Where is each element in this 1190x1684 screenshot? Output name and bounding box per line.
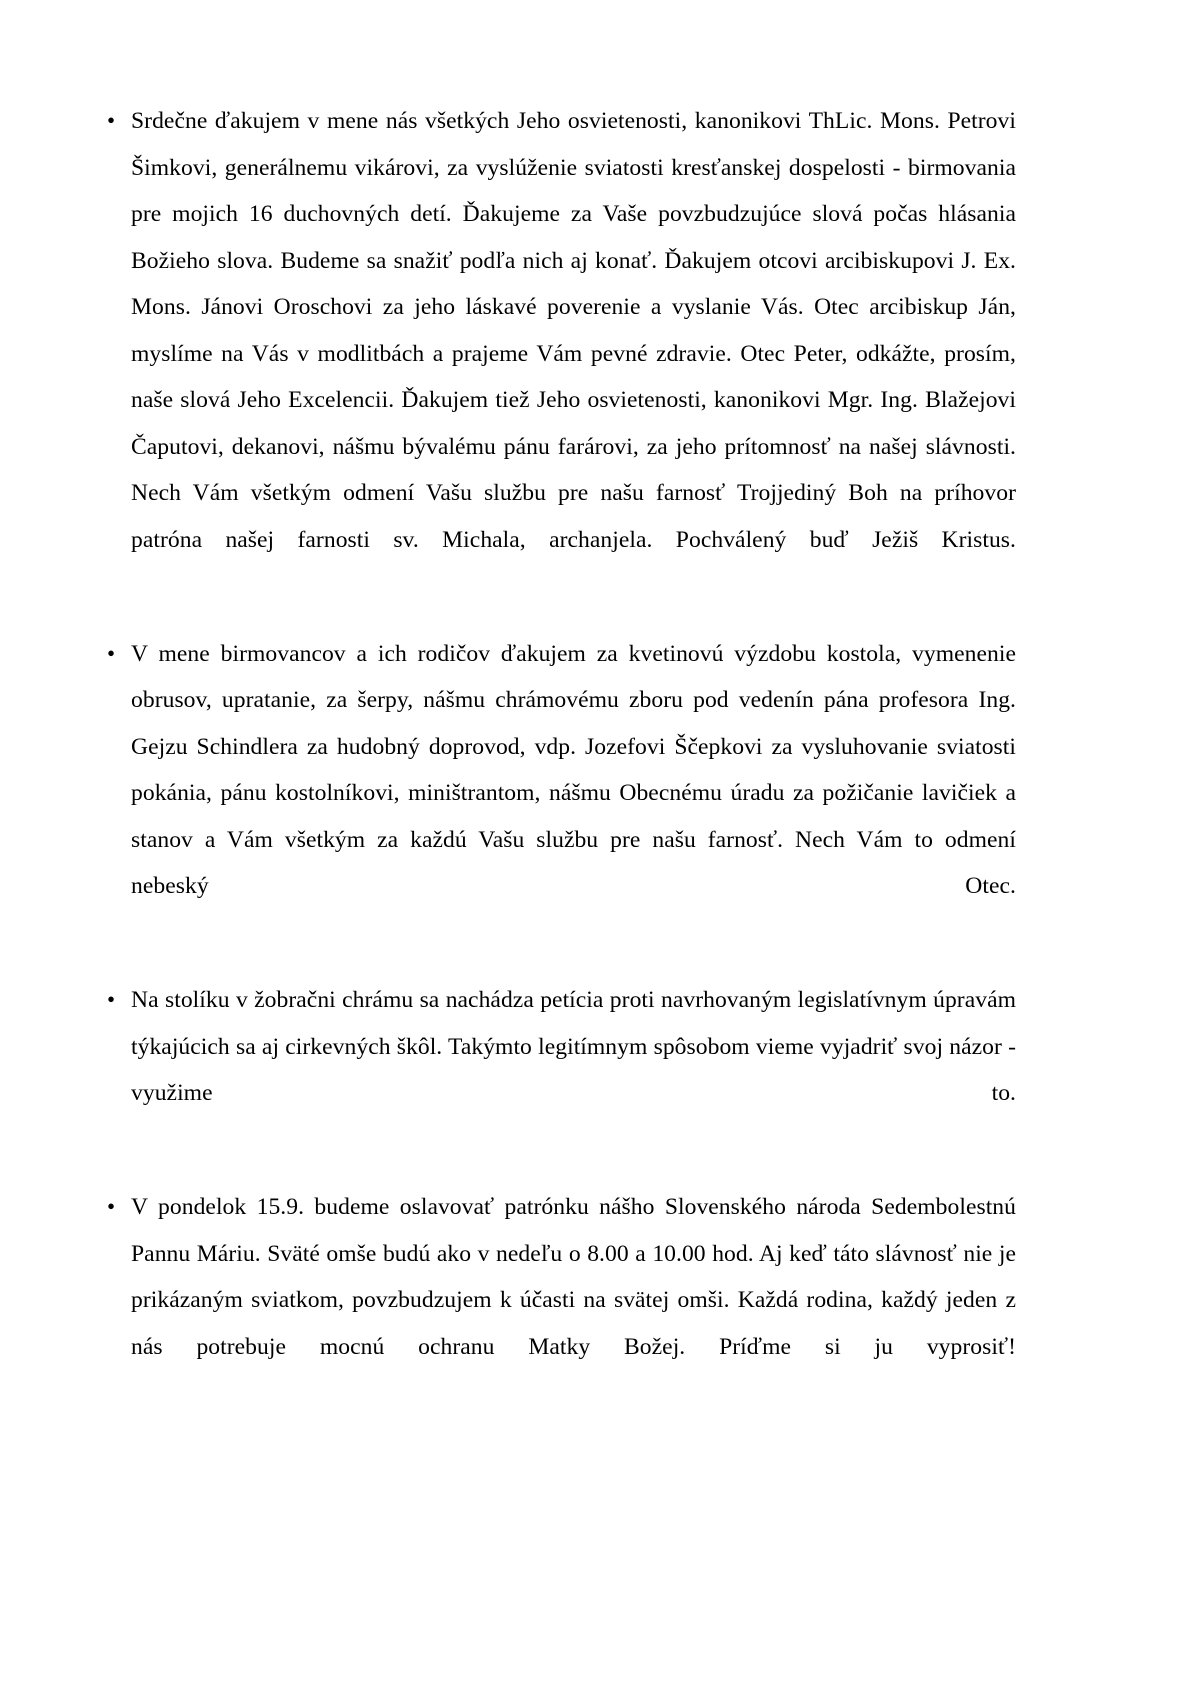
list-item	[98, 98, 1016, 610]
paragraph-thanks-confirmation: Srdečne ďakujem v mene nás všetkých Jeho osvietenosti, kanonikovi ThLic. Mons. Petrovi Šimkovi, generálnemu vikárovi, za vyslúženie sviatosti kresťanskej dospelosti - birmovania pre mojich 16 duchovných detí. Ďakujeme za Vaše povzbudzujúce slová počas hlásania Božieho slova. Budeme sa snažiť podľa nich aj konať. Ďakujem otcovi arcibiskupovi J. Ex. Mons. Jánovi Oroschovi za jeho láskavé poverenie a vyslanie Vás. Otec arcibiskup Ján, myslíme na Vás v modlitbách a prajeme Vám pevné zdravie. Otec Peter, odkážte, prosím, naše slová Jeho Excelencii. Ďakujem tiež Jeho osvietenosti, kanonikovi Mgr. Ing. Blažejovi Čaputovi, dekanovi, nášmu bývalému pánu farárovi, za jeho prítomnosť na našej slávnosti. Nech Vám všetkým odmení Vašu službu pre našu farnosť Trojjediný Boh na príhovor patróna našej farnosti sv. Michala, archanjela. Pochválený buď Ježiš Kristus.	[131, 108, 1016, 553]
paragraph-petition: Na stolíku v žobračni chrámu sa nachádza petícia proti navrhovaným legislatívnym úpravám týkajúcich sa aj cirkevných škôl. Takýmto legitímnym spôsobom vieme vyjadriť svoj názor - využime to.	[131, 987, 1016, 1106]
paragraph-thanks-helpers: V mene birmovancov a ich rodičov ďakujem za kvetinovú výzdobu kostola, vymenenie obrusov, upratanie, za šerpy, nášmu chrámovému zboru pod vedenín pána profesora Ing. Gejzu Schindlera za hudobný doprovod, vdp. Jozefovi Ščepkovi za vysluhovanie sviatosti pokánia, pánu kostolníkovi, miništrantom, nášmu Obecnému úradu za požičanie lavičiek a stanov a Vám všetkým za každú Vašu službu pre našu farnosť. Nech Vám to odmení nebeský Otec.	[131, 640, 1016, 899]
bulleted-announcement-list	[98, 98, 1016, 1417]
bullet-point-icon: •	[106, 640, 116, 666]
bullet-point-icon: •	[106, 987, 116, 1012]
bullet-point-icon: •	[106, 1194, 116, 1219]
list-item	[98, 631, 1016, 957]
paragraph-feast-monday: V pondelok 15.9. budeme oslavovať patrónku nášho Slovenského národa Sedembolestnú Pannu Máriu. Sväté omše budú ako v nedeľu o 8.00 a 10.00 hod. Aj keď táto slávnosť nie je prikázaným sviatkom, povzbudzujem k účasti na svätej omši. Každá rodina, každý jeden z nás potrebuje mocnú ochranu Matky Božej. Príďme si ju vyprosiť!	[131, 1194, 1016, 1360]
list-item	[98, 1184, 1016, 1417]
document-body	[98, 98, 1016, 1417]
bullet-point-icon: •	[106, 108, 116, 133]
list-item	[98, 977, 1016, 1163]
